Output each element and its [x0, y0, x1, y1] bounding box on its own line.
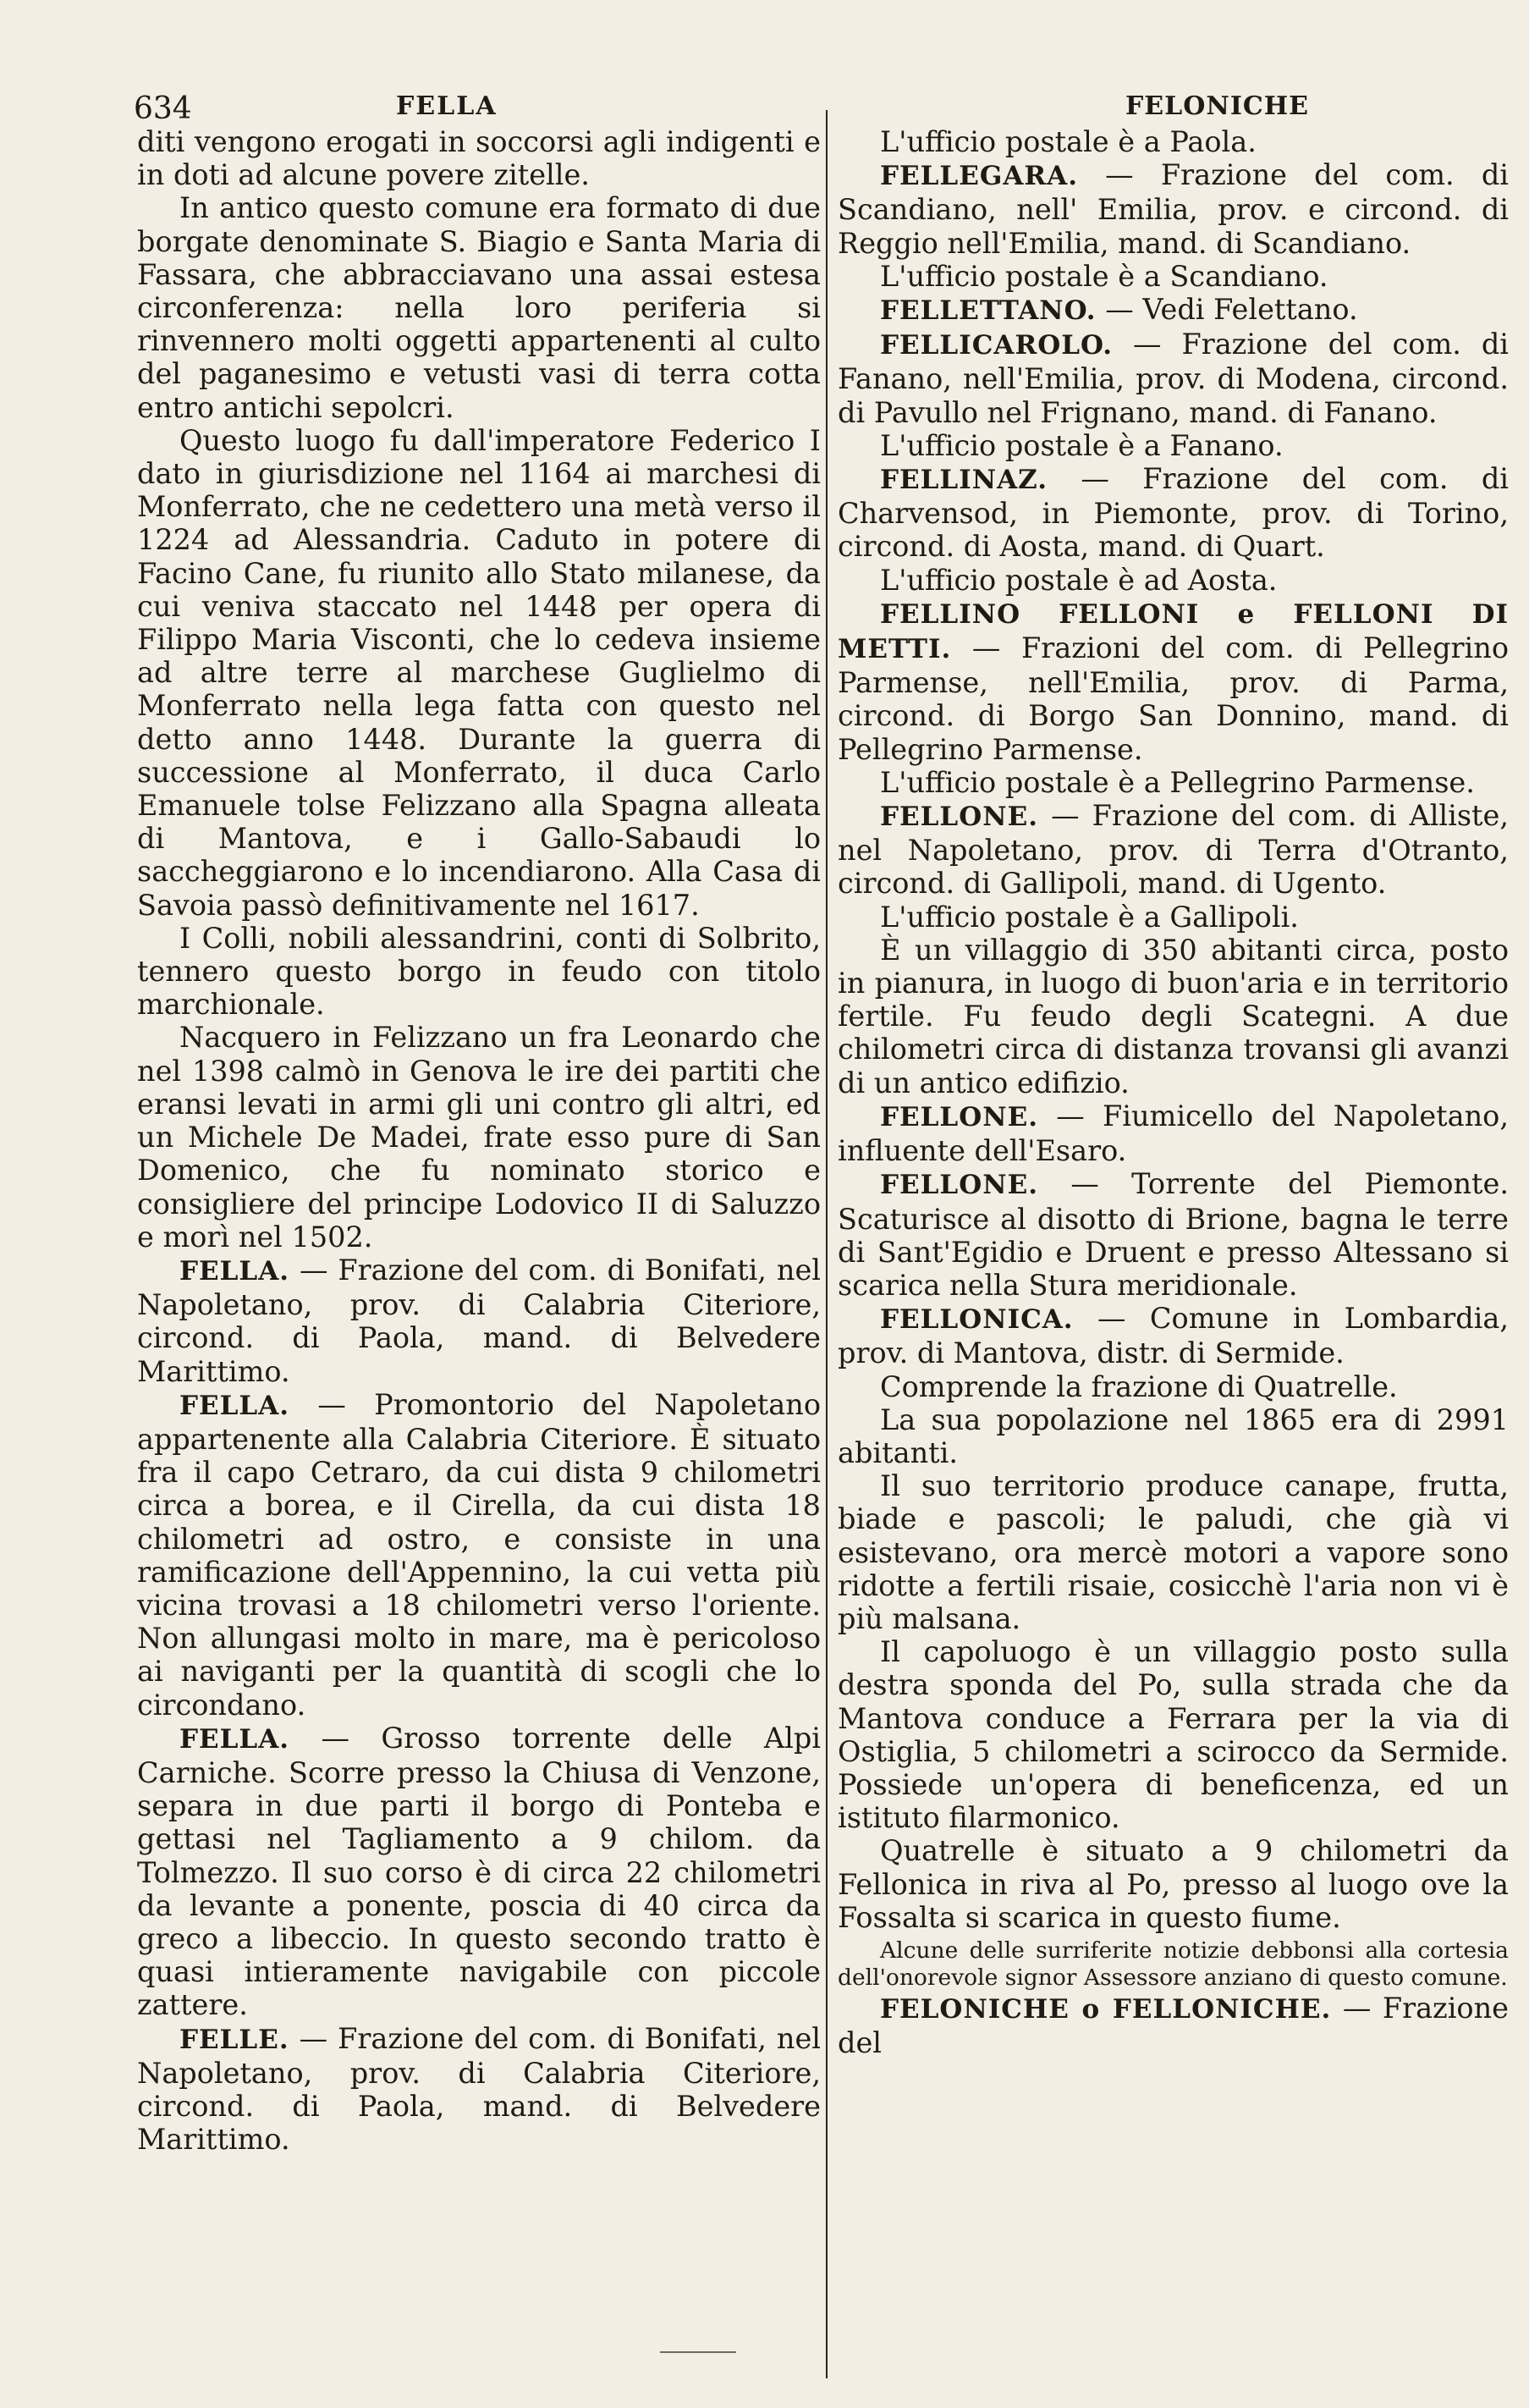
- paragraph: Questo luogo fu dall'imperatore Federico I dato in giurisdizione nel 1164 ai marchesi di Monferrato, che ne cedettero una metà verso il 1224 ad Alessandria. Caduto in potere di Facino Cane, fu riunito allo Stato milanese, da cui veniva staccato nel 1448 per opera di Filippo Maria Visconti, che lo cedeva insieme ad altre terre al marchese Guglielmo di Monferrato nella lega fatta con questo nel detto anno 1448. Durante la guerra di successione al Monferrato, il duca Carlo Emanuele tolse Felizzano alla Spagna alleata di Mantova, e i Gallo-Sabaudi lo saccheggiarono e lo incendiarono. Alla Casa di Savoia passò definitivamente nel 1617.: [137, 423, 821, 922]
- paragraph: L'ufficio postale è a Scandiano.: [880, 259, 1328, 293]
- entry-fellone-fiumicello: [838, 1099, 1509, 1167]
- entry-title: FELLINAZ.: [880, 465, 1048, 496]
- entry-title: FELLETTANO.: [880, 295, 1097, 327]
- entry-title: FELLONE.: [880, 1101, 1038, 1132]
- entry-text: — Frazione del com. di Scandiano, nell' Emilia, prov. e circond. di Reggio nell'Emilia, mand. di Scandiano.: [838, 158, 1509, 260]
- paragraph: L'ufficio postale è a Pellegrino Parmense.: [880, 765, 1475, 799]
- entry-fella-torrente: [137, 1722, 821, 2022]
- entry-text: — Frazione del: [838, 1991, 1509, 2060]
- entry-felle: [137, 2022, 821, 2157]
- entry-text: — Frazione del com. di Charvensod, in Piemonte, prov. di Torino, circond. di Aosta, mand. di Quart.: [838, 462, 1509, 564]
- entry-title: FELLE.: [179, 2024, 289, 2055]
- running-head-right: FELONICHE: [1125, 91, 1309, 121]
- entry-fella-frazione: [137, 1254, 821, 1388]
- entry-fellino: [838, 597, 1509, 766]
- entry-title: FELLICAROLO.: [880, 330, 1114, 361]
- running-head-left: FELLA: [396, 91, 498, 121]
- paragraph: Nacquero in Felizzano un fra Leonardo che nel 1398 calmò in Genova le ire dei partiti che eransi levati in armi gli uni contro gli altri, ed un Michele De Madei, frate esso pure di San Domenico, che fu nominato storico e consigliere del principe Lodovico II di Saluzzo e morì nel 1502.: [137, 1021, 821, 1254]
- paragraph: Il suo territorio produce canape, frutta, biade e pascoli; le paludi, che già vi esistevano, ora mercè motori a vapore sono ridotte a fertili risaie, cosicchè l'aria non vi è più malsana.: [838, 1469, 1509, 1635]
- entry-fella-promontorio: [137, 1388, 821, 1722]
- paragraph: L'ufficio postale è ad Aosta.: [880, 563, 1278, 597]
- entry-title: FELLEGARA.: [880, 161, 1078, 192]
- entry-title: FELLONICA.: [880, 1304, 1074, 1336]
- entry-text: — Frazione del com. di Bonifati, nel Napoletano, prov. di Calabria Citeriore, circond. di Paola, mand. di Belvedere Marittimo.: [137, 2021, 821, 2157]
- entry-text: — Grosso torrente delle Alpi Carniche. Scorre presso la Chiusa di Venzone, separa in due parti il borgo di Ponteba e gettasi nel Tagliamento a 9 chilom. da Tolmezzo. Il suo corso è di circa 22 chilometri da levante a ponente, poscia di 40 circa da greco a libeccio. In questo secondo tratto è quasi intieramente navigabile con piccole zattere.: [137, 1721, 821, 2022]
- footnote: Alcune delle surriferite notizie debbonsi alla cortesia dell'onorevole signor Assessore anziano di questo comune.: [838, 1937, 1509, 1991]
- entry-fellone-torrente: [838, 1167, 1509, 1302]
- entry-fellinaz: [838, 462, 1509, 564]
- paragraph: La sua popolazione nel 1865 era di 2991 abitanti.: [838, 1402, 1509, 1469]
- entry-title: FELLONE.: [880, 802, 1038, 833]
- paragraph: È un villaggio di 350 abitanti circa, posto in pianura, in luogo di buon'aria e in territorio fertile. Fu feudo degli Scategni. A due chilometri circa di distanza trovansi gli avanzi di un antico edifizio.: [838, 933, 1509, 1099]
- entry-text: — Vedi Felettano.: [1096, 293, 1358, 327]
- entry-fellicarolo: [838, 328, 1509, 429]
- paragraph: diti vengono erogati in soccorsi agli indigenti e in doti ad alcune povere zitelle.: [137, 125, 821, 192]
- entry-title: FELLA.: [179, 1390, 290, 1421]
- entry-feloniche: [838, 1992, 1509, 2059]
- entry-text: — Fiumicello del Napoletano, influente dell'Esaro.: [838, 1099, 1509, 1168]
- entry-text: — Frazioni del com. di Pellegrino Parmense, nell'Emilia, prov. di Parma, circond. di Borgo San Donnino, mand. di Pellegrino Parmense.: [838, 631, 1509, 766]
- paragraph: L'ufficio postale è a Paola.: [880, 125, 1257, 158]
- entry-fellonica: [838, 1302, 1509, 1369]
- entry-title: FELLINO FELLONI e FELLONI DI METTI.: [838, 598, 1509, 665]
- entry-text: — Comune in Lombardia, prov. di Mantova, distr. di Sermide.: [838, 1302, 1509, 1370]
- entry-fellone-frazione: [838, 799, 1509, 901]
- right-column: [838, 125, 1509, 2059]
- entry-title: FELLONE.: [880, 1170, 1038, 1201]
- entry-text: — Frazione del com. di Alliste, nel Napoletano, prov. di Terra d'Otranto, circond. di Gallipoli, mand. di Ugento.: [838, 799, 1509, 901]
- paragraph: Comprende la frazione di Quatrelle.: [880, 1369, 1398, 1403]
- paragraph: Quatrelle è situato a 9 chilometri da Fellonica in riva al Po, presso al luogo ove la Fossalta si scarica in questo fiume.: [838, 1834, 1509, 1934]
- entry-fellettano: [838, 293, 1509, 328]
- bottom-rule: [660, 2351, 736, 2353]
- entry-text: — Promontorio del Napoletano appartenente alla Calabria Citeriore. È situato fra il capo Cetraro, da cui dista 9 chilometri circa a borea, e il Cirella, da cui dista 18 chilometri ad ostro, e consiste in una ramificazione dell'Appennino, la cui vetta più vicina trovasi a 18 chilometri verso l'oriente. Non allungasi molto in mare, ma è pericoloso ai naviganti per la quantità di scogli che lo circondano.: [137, 1387, 821, 1722]
- paragraph: I Colli, nobili alessandrini, conti di Solbrito, tennero questo borgo in feudo con titolo marchionale.: [137, 921, 821, 1022]
- entry-title: FELONICHE o FELLONICHE.: [880, 1993, 1332, 2025]
- paragraph: In antico questo comune era formato di due borgate denominate S. Biagio e Santa Maria di Fassara, che abbracciavano una assai estesa circonferenza: nella loro periferia si rinvennero molti oggetti appartenenti al culto del paganesimo e vetusti vasi di terra cotta entro antichi sepolcri.: [137, 191, 821, 424]
- paragraph: L'ufficio postale è a Gallipoli.: [880, 900, 1299, 934]
- entry-text: — Frazione del com. di Bonifati, nel Napoletano, prov. di Calabria Citeriore, circond. di Paola, mand. di Belvedere Marittimo.: [137, 1253, 821, 1388]
- paragraph: Il capoluogo è un villaggio posto sulla destra sponda del Po, sulla strada che da Mantova conduce a Ferrara per la via di Ostiglia, 5 chilometri a scirocco da Sermide. Possiede un'opera di beneficenza, ed un istituto filarmonico.: [838, 1635, 1509, 1835]
- entry-fellegara: [838, 158, 1509, 260]
- column-divider: [826, 110, 828, 2378]
- entry-text: — Torrente del Piemonte. Scaturisce al disotto di Brione, bagna le terre di Sant'Egidio e Druent e presso Altessano si scarica nella Stura meridionale.: [838, 1167, 1509, 1302]
- entry-text: — Frazione del com. di Fanano, nell'Emilia, prov. di Modena, circond. di Pavullo nel Frignano, mand. di Fanano.: [838, 328, 1509, 429]
- left-column: [137, 125, 821, 2156]
- page-number: 634: [134, 91, 192, 126]
- entry-title: FELLA.: [179, 1723, 290, 1755]
- paragraph: L'ufficio postale è a Fanano.: [880, 428, 1284, 462]
- entry-title: FELLA.: [179, 1255, 290, 1287]
